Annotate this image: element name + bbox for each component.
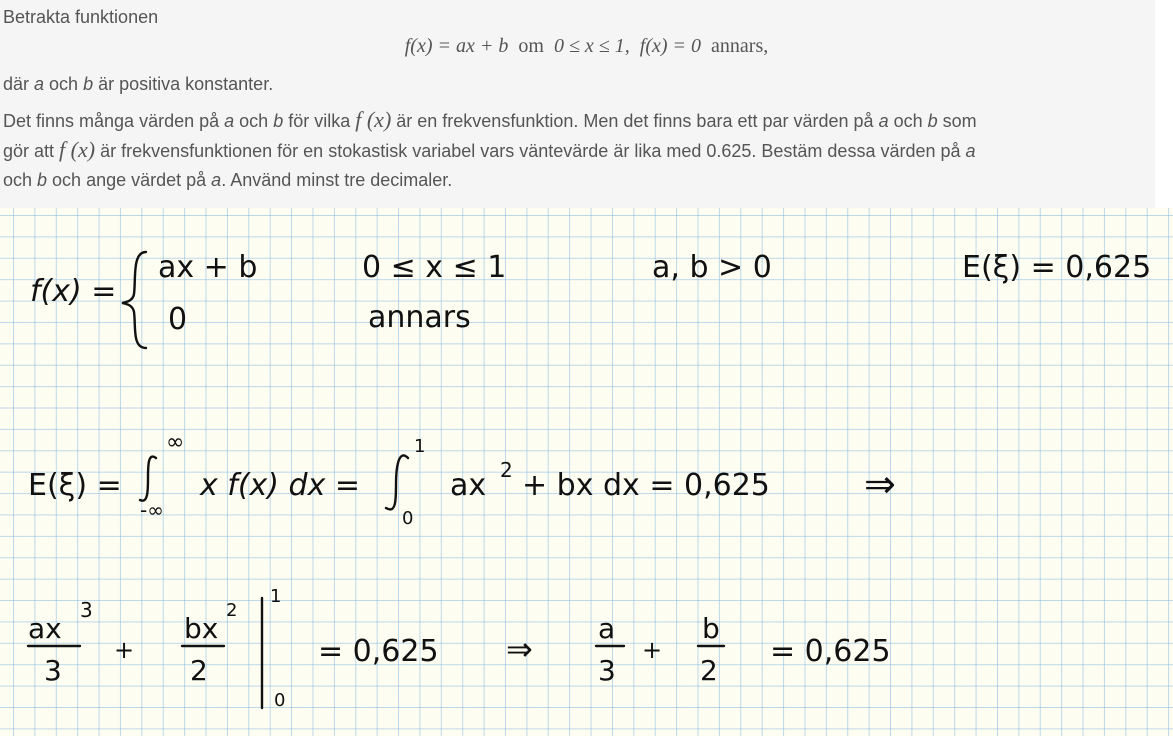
- integral-lower-infinity: -∞: [140, 498, 164, 522]
- plus-sign-2: +: [642, 636, 663, 664]
- integrand-ax: ax: [450, 468, 487, 503]
- integral-sign-2: [386, 455, 408, 509]
- question-line-1: Det finns många värden på a och b för vilka f (x) är en frekvensfunktion. Men det finns bara ett par värden på a och b som: [3, 107, 977, 132]
- integrand-exponent-2: 2: [500, 458, 513, 482]
- integrand-rest: + bx dx = 0,625: [522, 468, 770, 503]
- denominator-3-b: 3: [598, 654, 616, 687]
- question-line-2: gör att f (x) är frekvensfunktionen för en stokastisk variabel vars väntevärde är lika med 0.625. Bestäm dessa värden på a: [3, 137, 976, 162]
- plus-sign: +: [114, 636, 135, 664]
- case-1-condition: 0 ≤ x ≤ 1: [362, 250, 507, 285]
- case-2-expression: 0: [168, 302, 188, 337]
- question-line-3: och b och ange värdet på a. Använd minst tre decimaler.: [3, 170, 453, 190]
- expected-value-condition: E(ξ) = 0,625: [962, 250, 1152, 285]
- denominator-3: 3: [44, 654, 62, 687]
- implies-arrow-2: ⇒: [506, 630, 533, 668]
- final-equation: = 0,625: [770, 634, 891, 669]
- numerator-a: a: [598, 612, 616, 645]
- evaluation-upper-limit: 1: [270, 586, 282, 607]
- numerator-b: b: [702, 612, 720, 645]
- integral-lower-zero: 0: [402, 508, 414, 529]
- function-definition: f(x) = ax + b om 0 ≤ x ≤ 1, f(x) = 0 annars,: [404, 35, 769, 57]
- fx-label: f(x) =: [30, 274, 117, 309]
- case-1-expression: ax + b: [158, 250, 258, 285]
- integrand-xfx: x f(x) dx =: [200, 468, 361, 503]
- problem-intro: Betrakta funktionen: [3, 7, 159, 27]
- implies-arrow-1: ⇒: [864, 462, 896, 506]
- integral-upper-infinity: ∞: [166, 430, 185, 455]
- numerator-exponent-2: 2: [226, 600, 238, 621]
- expectation-lhs: E(ξ) =: [28, 468, 122, 503]
- integral-upper-one: 1: [414, 436, 426, 457]
- numerator-exponent-3: 3: [80, 598, 93, 622]
- numerator-bx: bx: [184, 612, 219, 645]
- piecewise-brace: [122, 252, 146, 348]
- evaluation-lower-limit: 0: [274, 690, 286, 711]
- numerator-ax: ax: [28, 612, 62, 645]
- graph-paper-notes: [0, 208, 1173, 736]
- denominator-2-b: 2: [700, 654, 718, 687]
- denominator-2: 2: [190, 654, 208, 687]
- evaluation-equals: = 0,625: [318, 634, 439, 669]
- integral-sign-1: [140, 457, 156, 501]
- constants-note: där a och b är positiva konstanter.: [3, 74, 274, 94]
- positivity-condition: a, b > 0: [652, 250, 772, 285]
- case-2-condition: annars: [368, 300, 471, 335]
- problem-statement: [0, 0, 1155, 208]
